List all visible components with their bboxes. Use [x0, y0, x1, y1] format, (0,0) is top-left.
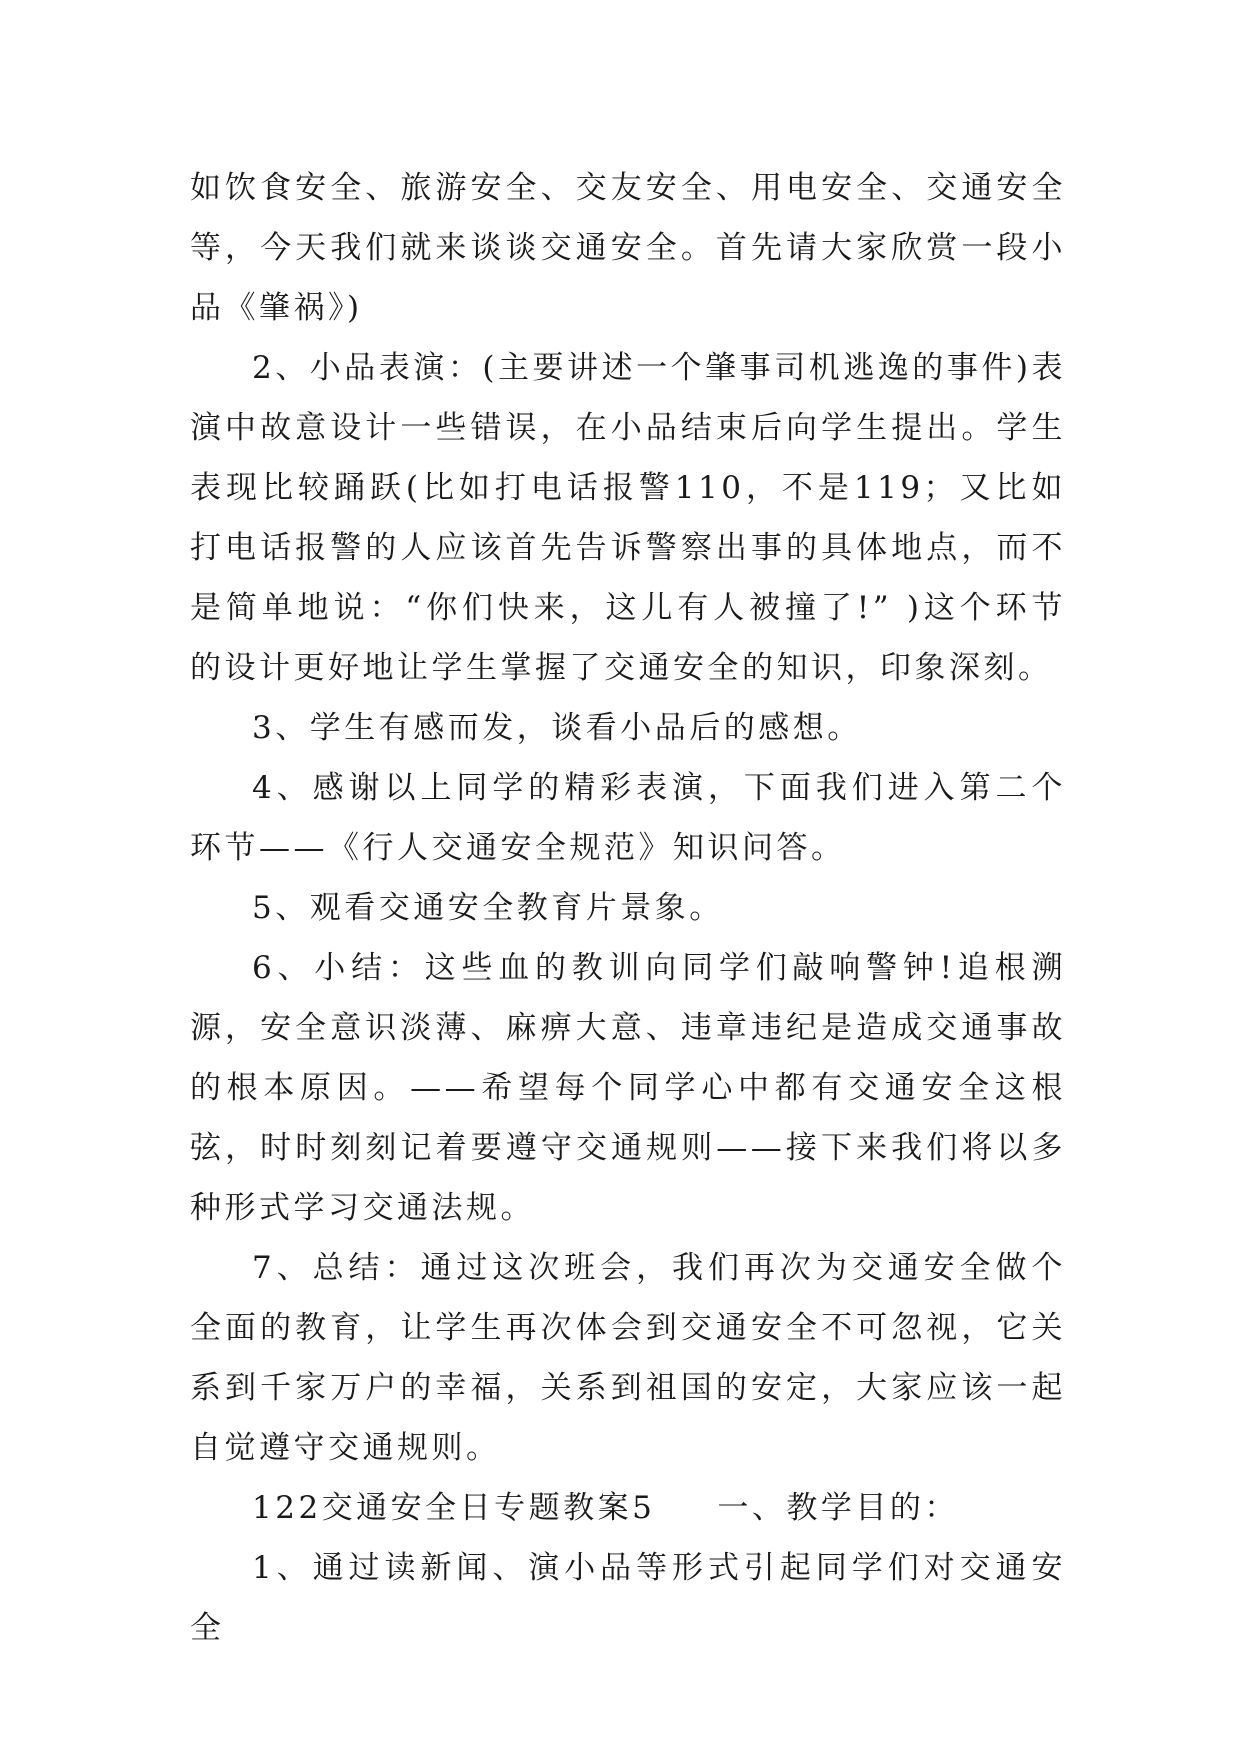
paragraph-p4: 4、感谢以上同学的精彩表演，下面我们进入第二个环节——《行人交通安全规范》知识问答。	[190, 770, 1066, 866]
section-title: 122交通安全日专题教案5	[252, 1490, 656, 1526]
paragraph-p3: 3、学生有感而发，谈看小品后的感想。	[252, 710, 862, 746]
section-subtitle: 一、教学目的：	[717, 1490, 959, 1526]
paragraph-p6: 6、小结：这些血的教训向同学们敲响警钟!追根溯源，安全意识淡薄、麻痹大意、违章违纪是造成交通事故的根本原因。——希望每个同学心中都有交通安全这根弦，时时刻刻记着要遵守交通规则——接下来我们将以多种形式学习交通法规。	[190, 950, 1066, 1226]
section-heading-line	[190, 1478, 1066, 1538]
paragraph-p7: 7、总结：通过这次班会，我们再次为交通安全做个全面的教育，让学生再次体会到交通安全不可忽视，它关系到千家万户的幸福，关系到祖国的安定，大家应该一起自觉遵守交通规则。	[190, 1250, 1066, 1466]
paragraph-p5: 5、观看交通安全教育片景象。	[252, 890, 724, 926]
paragraph-p2: 2、小品表演：(主要讲述一个肇事司机逃逸的事件)表演中故意设计一些错误，在小品结束后向学生提出。学生表现比较踊跃(比如打电话报警110，不是119；又比如打电话报警的人应该首先告诉警察出事的具体地点，而不是简单地说：“你们快来，这儿有人被撞了!” )这个环节的设计更好地让学生掌握了交通安全的知识，印象深刻。	[190, 350, 1066, 686]
document-body	[190, 158, 1066, 1658]
paragraph-last: 1、通过读新闻、演小品等形式引起同学们对交通安全	[190, 1550, 1066, 1646]
paragraph-p1: 如饮食安全、旅游安全、交友安全、用电安全、交通安全等，今天我们就来谈谈交通安全。首先请大家欣赏一段小品《肇祸》)	[190, 170, 1066, 326]
